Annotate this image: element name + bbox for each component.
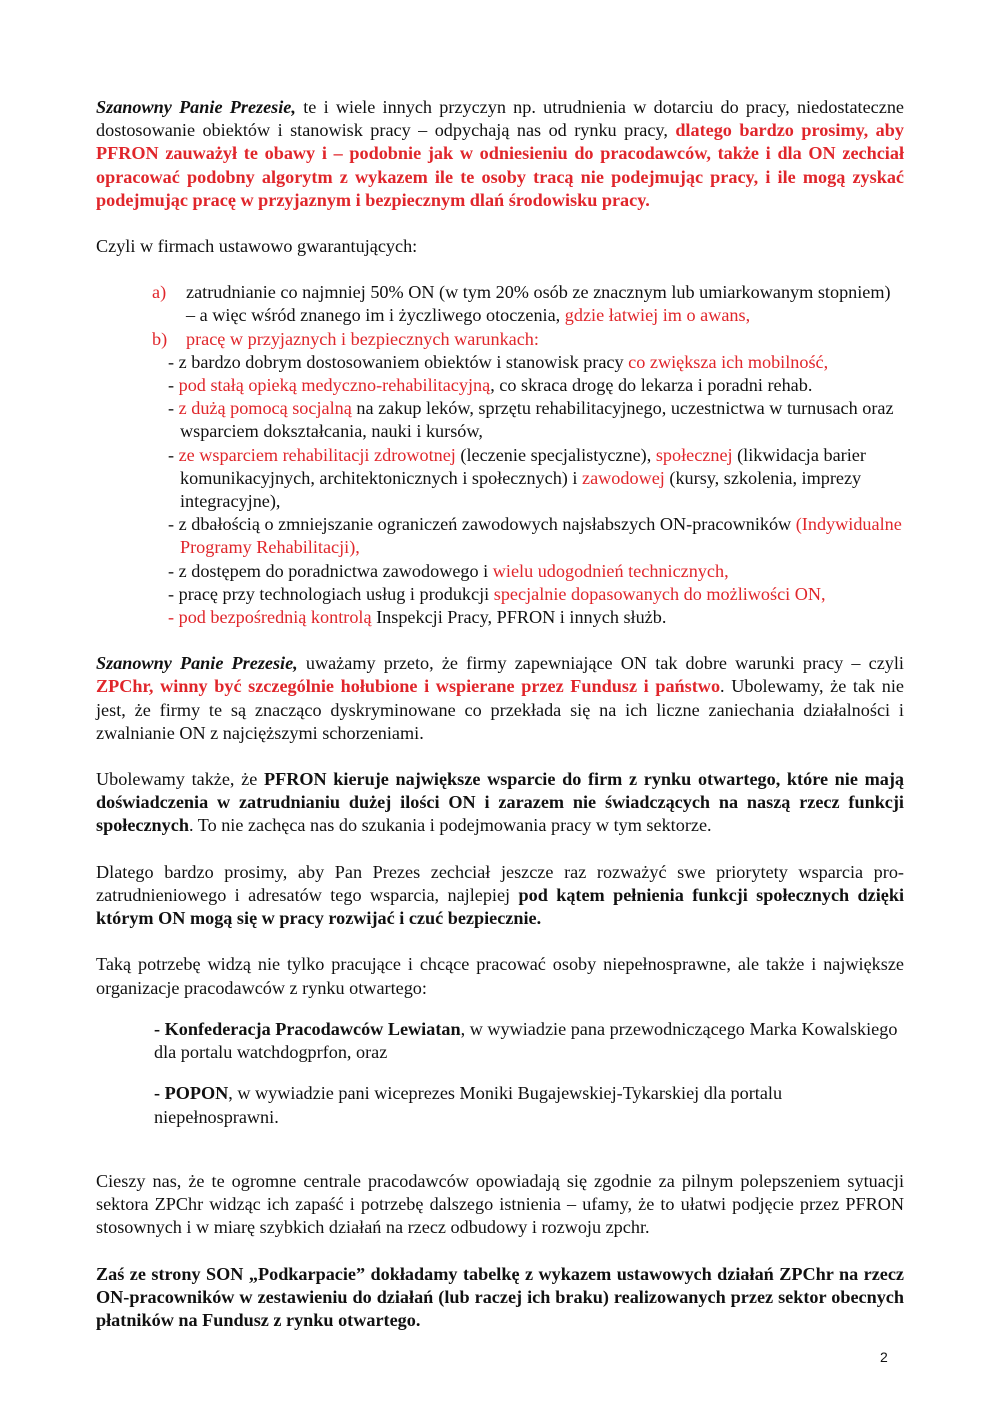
paragraph-3: Szanowny Panie Prezesie, uważamy przeto, że firmy zapewniające ON tak dobre warunki pracy – czyli ZPChr, winny być szczególnie hołubione i wspierane przez Fundusz i państwo. Ubolewamy, że tak nie jest, że firmy te są znacząco dyskryminowane co przekłada się na ich liczne zaniechania działalności i zwalnianie ON z najcięższymi schorzeniami. <box>96 653 904 743</box>
list-item-b: b) pracę w przyjaznych i bezpiecznych warunkach: <box>96 328 904 351</box>
list-marker-b: b) <box>152 328 168 349</box>
paragraph-6: Taką potrzebę widzą nie tylko pracujące i chcące pracować osoby niepełnosprawne, ale także i największe organizacje pracodawców z rynku otwartego: <box>96 954 904 998</box>
organization-item: - POPON, w wywiadzie pani wiceprezes Moniki Bugajewskiej-Tykarskiej dla portalu niepełnosprawni. <box>154 1083 783 1127</box>
conditions-list <box>96 281 904 629</box>
list-item-dash: - pracę przy technologiach usług i produkcji specjalnie dopasowanych do możliwości ON, <box>168 583 826 604</box>
red-emphasis: ZPChr, winny być szczególnie hołubione i wspierane przez Fundusz i państwo <box>96 676 721 697</box>
paragraph-5: Dlatego bardzo prosimy, aby Pan Prezes zechciał jeszcze raz rozważyć swe priorytety wsparcia pro-zatrudnieniowego i adresatów tego wsparcia, najlepiej pod kątem pełnienia funkcji społecznych dzięki którym ON mogą się w pracy rozwijać i czuć bezpiecznie. <box>96 861 904 929</box>
salutation: Szanowny Panie Prezesie, <box>96 653 298 674</box>
list-item-dash: - pod stałą opieką medyczno-rehabilitacyjną, co skraca drogę do lekarza i poradni rehab. <box>168 375 813 396</box>
list-item-dash: - z dbałością o zmniejszanie ograniczeń zawodowych najsłabszych ON-pracowników (Indywidualne Programy Rehabilitacji), <box>168 514 902 558</box>
organization-item: - Konfederacja Pracodawców Lewiatan, w wywiadzie pana przewodniczącego Marka Kowalskiego dla portalu watchdogprfon, oraz <box>154 1018 898 1063</box>
paragraph-1: Szanowny Panie Prezesie, te i wiele innych przyczyn np. utrudnienia w dotarciu do pracy, niedostateczne dostosowanie obiektów i stanowisk pracy – odpychają nas od rynku pracy, dlatego bardzo prosimy, aby PFRON zauważył te obawy i – podobnie jak w odniesieniu do pracodawców, także i dla ON zechciał opracować podobny algorytm z wykazem ile te osoby tracą nie podejmując pracy, i ile mogą zyskać podejmując pracę w przyjaznym i bezpiecznym dlań środowisku pracy. <box>96 97 904 210</box>
paragraph-7: Cieszy nas, że te ogromne centrale pracodawców opowiadają się zgodnie za pilnym polepszeniem sytuacji sektora ZPChr widząc ich zapaść i potrzebę dalszego istnienia – ufamy, że to ułatwi podjęcie przez PFRON stosownych i w miarę szybkich działań na rzecz odbudowy i rozwoju zpchr. <box>96 1171 904 1238</box>
list-item-dash: - z dostępem do poradnictwa zawodowego i wielu udogodnień technicznych, <box>168 560 729 581</box>
paragraph-2: Czyli w firmach ustawowo gwarantujących: <box>96 236 418 257</box>
list-item-a: a) zatrudnianie co najmniej 50% ON (w tym 20% osób ze znacznym lub umiarkowanym stopniem) – a więc wśród znanego im i życzliwego otoczenia, gdzie łatwiej im o awans, <box>152 282 891 326</box>
list-marker-a: a) <box>152 282 167 303</box>
red-emphasis: dlatego bardzo prosimy, aby PFRON zauważył te obawy i – podobnie jak w odniesieniu do pracodawców, także i dla ON zechciał opracować podobny algorytm z wykazem ile te osoby tracą nie podejmując pracy, i ile mogą zyskać podejmując pracę w przyjaznym i bezpiecznym dlań środowisku pracy. <box>96 120 904 210</box>
document-page <box>96 96 904 1332</box>
list-item-dash: - z bardzo dobrym dostosowaniem obiektów i stanowisk pracy co zwiększa ich mobilność, <box>168 351 829 372</box>
list-item-dash: - pod bezpośrednią kontrolą Inspekcji Pracy, PFRON i innych służb. <box>168 607 667 628</box>
paragraph-8: Zaś ze strony SON „Podkarpacie” dokładamy tabelkę z wykazem ustawowych działań ZPChr na rzecz ON-pracowników w zestawieniu do działań (lub raczej ich braku) realizowanych przez sektor obecnych płatników na Fundusz z rynku otwartego. <box>96 1263 904 1331</box>
list-item-dash: - z dużą pomocą socjalną na zakup leków, sprzętu rehabilitacyjnego, uczestnictwa w turnusach oraz wsparciem dokształcania, nauki i kursów, <box>168 398 894 442</box>
paragraph-4: Ubolewamy także, że PFRON kieruje największe wsparcie do firm z rynku otwartego, które nie mają doświadczenia w zatrudnianiu dużej ilości ON i zarazem nie świadczących na naszą rzecz funkcji społecznych. To nie zachęca nas do szukania i podejmowania pracy w tym sektorze. <box>96 769 904 836</box>
page-number: 2 <box>880 1349 888 1365</box>
list-item-dash: - ze wsparciem rehabilitacji zdrowotnej (leczenie specjalistyczne), społecznej (likwidacja barier komunikacyjnych, architektonicznych i społecznych) i zawodowej (kursy, szkolenia, imprezy integracyjne), <box>168 444 866 512</box>
salutation: Szanowny Panie Prezesie, <box>96 97 296 117</box>
